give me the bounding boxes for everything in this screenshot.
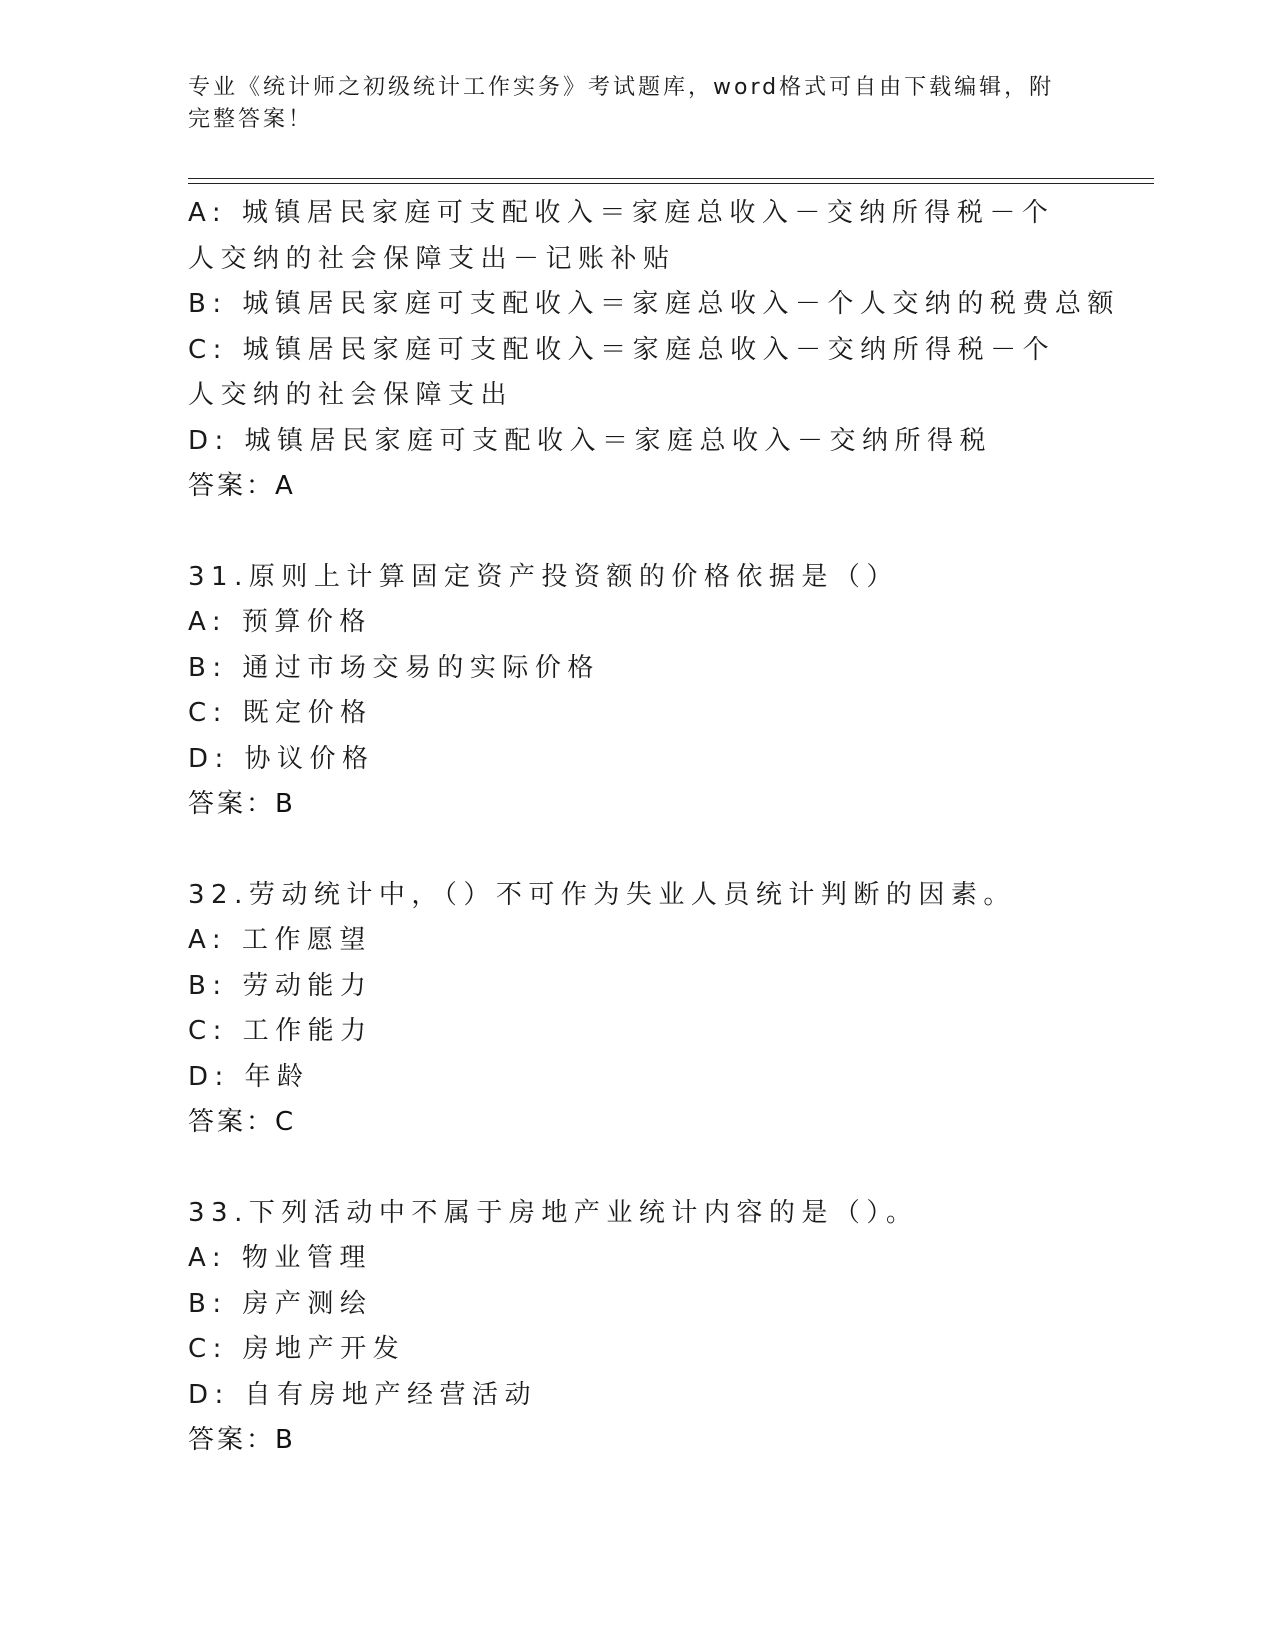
option-b: B: 房产测绘 — [188, 1288, 373, 1319]
header-divider-bottom — [188, 183, 1154, 184]
question-30-continued — [188, 191, 1120, 510]
option-b: B: 城镇居民家庭可支配收入＝家庭总收入－个人交纳的税费总额 — [188, 289, 1120, 319]
option-c: C: 房地产开发 — [188, 1334, 406, 1364]
option-b: B: 通过市场交易的实际价格 — [188, 652, 600, 683]
question-32 — [188, 873, 1088, 1146]
spacer — [188, 1146, 1088, 1191]
question-stem: 32.劳动统计中，（）不可作为失业人员统计判断的因素。 — [188, 879, 1016, 910]
option-c: C: 工作能力 — [188, 1016, 373, 1046]
option-a: A: 工作愿望 — [188, 925, 372, 955]
answer-label: 答案：B — [188, 1425, 296, 1455]
spacer — [188, 828, 1088, 873]
document-header: 专业《统计师之初级统计工作实务》考试题库，word格式可自由下载编辑，附完整答案！ — [188, 75, 1055, 132]
option-c: C: 城镇居民家庭可支配收入＝家庭总收入－交纳所得税－个人交纳的社会保障支出 — [188, 334, 1056, 410]
option-c: C: 既定价格 — [188, 698, 373, 728]
answer-label: 答案：C — [188, 1107, 297, 1137]
option-d: D: 年龄 — [188, 1061, 310, 1092]
option-d: D: 城镇居民家庭可支配收入＝家庭总收入－交纳所得税 — [188, 425, 993, 456]
question-list — [188, 191, 1120, 1464]
spacer — [188, 510, 1088, 555]
option-d: D: 协议价格 — [188, 743, 375, 774]
header-divider-top — [188, 178, 1154, 179]
option-a: A: 物业管理 — [188, 1243, 372, 1273]
answer-label: 答案：A — [188, 471, 296, 501]
question-stem: 33.下列活动中不属于房地产业统计内容的是（）。 — [188, 1197, 919, 1228]
question-33 — [188, 1191, 1088, 1464]
option-a: A: 预算价格 — [188, 607, 372, 637]
answer-label: 答案：B — [188, 789, 296, 819]
option-a: A: 城镇居民家庭可支配收入＝家庭总收入－交纳所得税－个人交纳的社会保障支出－记账补贴 — [188, 198, 1055, 274]
option-d: D: 自有房地产经营活动 — [188, 1379, 538, 1410]
question-stem: 31.原则上计算固定资产投资额的价格依据是（） — [188, 561, 899, 592]
option-b: B: 劳动能力 — [188, 970, 373, 1001]
question-31 — [188, 555, 1088, 828]
